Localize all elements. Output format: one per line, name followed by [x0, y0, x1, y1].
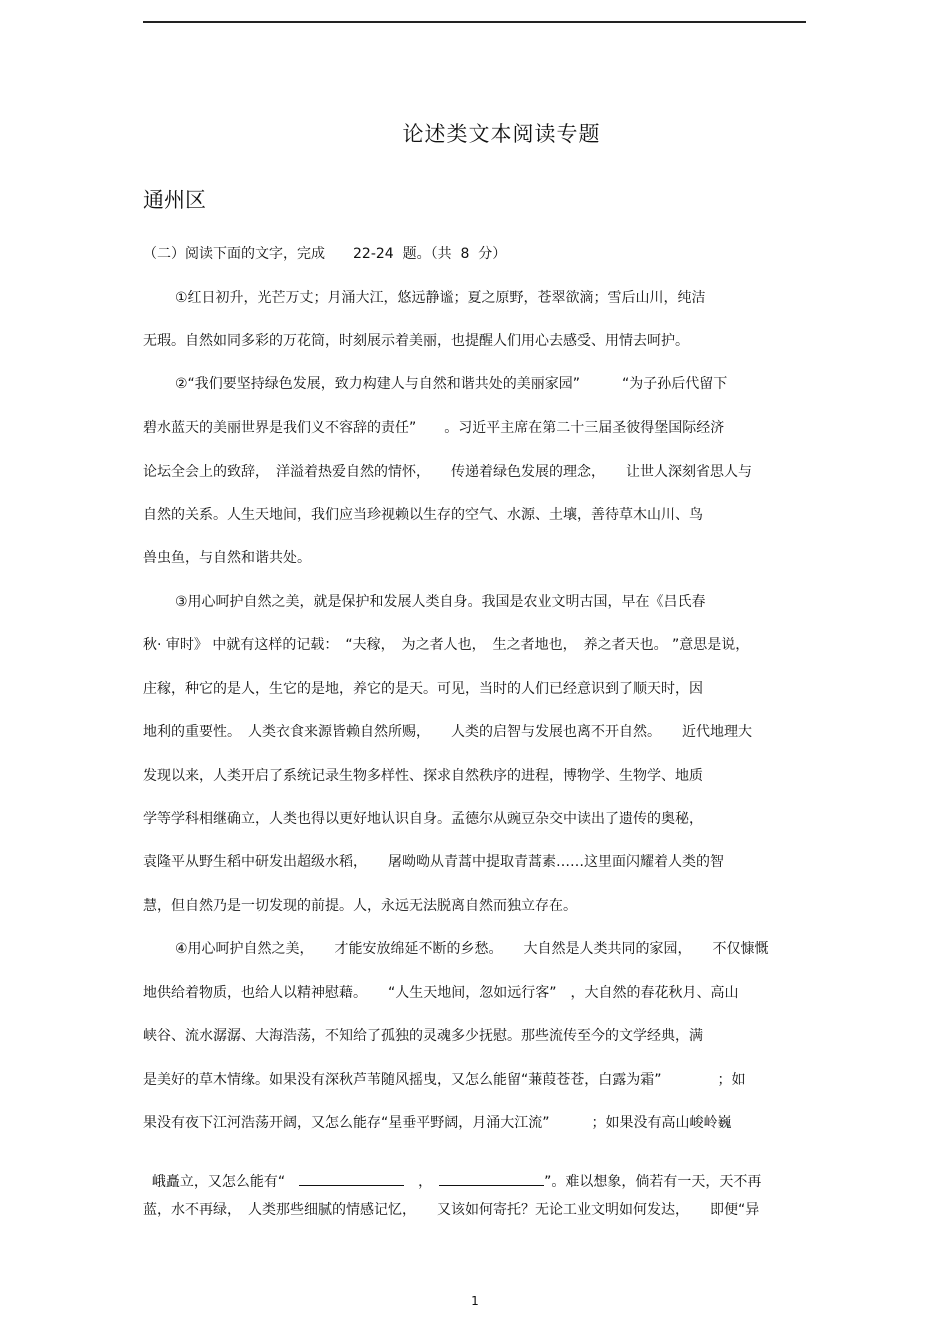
text-line: 蓝，水不再绿， 人类那些细腻的情感记忆， 又该如何寄托？无论工业文明如何发达， 即便“异	[143, 1202, 760, 1218]
answer-blank[interactable]	[299, 1173, 404, 1186]
text-line: 果没有夜下江河浩荡开阔，又怎么能存“星垂平野阔，月涌大江流” ；如果没有高山峻岭巍	[143, 1115, 732, 1131]
text-segment: 峨矗立，又怎么能有“	[151, 1174, 300, 1190]
top-rule	[143, 21, 806, 23]
text-line: ③用心呵护自然之美，就是保护和发展人类自身。我国是农业文明古国，早在《吕氏春	[175, 594, 706, 610]
text-line: 慧，但自然乃是一切发现的前提。人，永远无法脱离自然而独立存在。	[143, 898, 577, 914]
text-segment: ”。难以想象，倘若有一天，天不再	[544, 1174, 762, 1190]
answer-blank[interactable]	[439, 1173, 544, 1186]
text-line: 袁隆平从野生稻中研发出超级水稻， 屠呦呦从青蒿中提取青蒿素……这里面闪耀着人类的智	[143, 854, 724, 870]
text-line: 兽虫鱼，与自然和谐共处。	[143, 550, 311, 566]
page-title: 论述类文本阅读专题	[402, 122, 601, 146]
text-line: ④用心呵护自然之美， 才能安放绵延不断的乡愁。 大自然是人类共同的家园， 不仅慷慨	[175, 941, 769, 957]
text-line: 无瑕。自然如同多彩的万花筒，时刻展示着美丽，也提醒人们用心去感受、用情去呵护。	[143, 333, 689, 349]
text-line: 是美好的草木情缘。如果没有深秋芦苇随风摇曳，又怎么能留“蒹葭苍苍，白露为霜” ；如	[143, 1072, 746, 1088]
text-line: 峡谷、流水潺潺、大海浩荡，不知给了孤独的灵魂多少抚慰。那些流传至今的文学经典，满	[143, 1028, 703, 1044]
page-number: 1	[471, 1294, 479, 1308]
text-line: 秋· 审时》 中就有这样的记载： “夫稼， 为之者人也， 生之者地也， 养之者天也。 ”意思是说，	[143, 637, 750, 653]
text-line: 论坛全会上的致辞， 洋溢着热爱自然的情怀， 传递着绿色发展的理念， 让世人深刻省思人与	[143, 464, 752, 480]
text-line: ②“我们要坚持绿色发展，致力构建人与自然和谐共处的美丽家园” “为子孙后代留下	[175, 376, 728, 392]
text-line: 学等学科相继确立，人类也得以更好地认识自身。孟德尔从豌豆杂交中读出了遗传的奥秘，	[143, 811, 703, 827]
text-segment: ，	[404, 1174, 440, 1190]
text-line: 碧水蓝天的美丽世界是我们义不容辞的责任” 。习近平主席在第二十三届圣彼得堡国际经济	[143, 420, 725, 436]
text-line: 庄稼，种它的是人，生它的是地，养它的是天。可见，当时的人们已经意识到了顺天时，因	[143, 681, 703, 697]
section-heading: 通州区	[143, 188, 206, 212]
text-line: 自然的关系。人生天地间，我们应当珍视赖以生存的空气、水源、土壤，善待草木山川、鸟	[143, 507, 703, 523]
fill-in-line	[143, 1159, 813, 1189]
text-line: 地利的重要性。 人类衣食来源皆赖自然所赐， 人类的启智与发展也离不开自然。 近代地理大	[143, 724, 752, 740]
text-line: 地供给着物质，也给人以精神慰藉。 “人生天地间，忽如远行客” ，大自然的春花秋月、高山	[143, 985, 739, 1001]
text-line: ①红日初升，光芒万丈；月涌大江，悠远静谧；夏之原野，苍翠欲滴；雪后山川，纯洁	[175, 290, 706, 306]
question-header: （二）阅读下面的文字，完成 22-24 题。（共 8 分）	[143, 246, 507, 262]
text-line: 发现以来，人类开启了系统记录生物多样性、探求自然秩序的进程，博物学、生物学、地质	[143, 768, 703, 784]
